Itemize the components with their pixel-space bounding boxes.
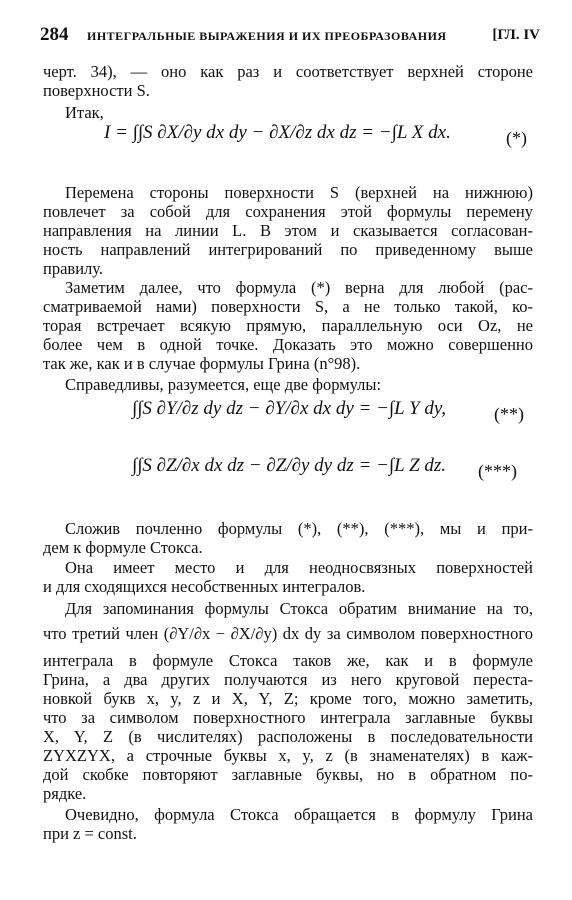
equation-formula: ∫∫S ∂Z/∂x dx dz − ∂Z/∂y dy dz = −∫L Z dz. bbox=[132, 455, 447, 476]
equation-2 bbox=[0, 398, 572, 446]
equation-formula: I = ∫∫S ∂X/∂y dx dy − ∂X/∂z dx dz = −∫L X dx. bbox=[104, 122, 451, 143]
text-line: Заметим далее, что формула (*) верна для любой (рас- bbox=[65, 278, 533, 297]
text-line: поверхности S. bbox=[43, 81, 150, 100]
equation-1 bbox=[0, 122, 572, 170]
text-line: сматриваемой нами) поверхности S, а не только такой, ко- bbox=[43, 297, 533, 316]
text-line: что третий член (∂Y/∂x − ∂X/∂y) dx dy за символом поверхностного bbox=[43, 624, 533, 643]
text-line: Итак, bbox=[65, 103, 104, 122]
text-line: более чем в одной точке. Доказать это можно совершенно bbox=[43, 335, 533, 354]
text-line: при z = const. bbox=[43, 824, 137, 843]
page-header bbox=[40, 24, 540, 47]
text-line: Грина, а два других получаются из него круговой переста- bbox=[43, 670, 533, 689]
equation-label: (***) bbox=[478, 461, 517, 481]
text-line: так же, как и в случае формулы Грина (n°98). bbox=[43, 354, 361, 373]
equation-formula: ∫∫S ∂Y/∂z dy dz − ∂Y/∂x dx dy = −∫L Y dy, bbox=[132, 398, 447, 419]
text-line: интеграла в формуле Стокса таков же, как и в формуле bbox=[43, 651, 533, 670]
running-title: ИНТЕГРАЛЬНЫЕ ВЫРАЖЕНИЯ И ИХ ПРЕОБРАЗОВАНИЯ bbox=[87, 29, 447, 43]
text-line: направления на линии L. В этом и сказывается согласован- bbox=[43, 221, 533, 240]
text-line: правилу. bbox=[43, 259, 103, 278]
text-line: Она имеет место и для неодносвязных поверхностей bbox=[65, 558, 533, 577]
text-line: повлечет за собой для сохранения этой формулы перемену bbox=[43, 202, 533, 221]
text-line: Для запоминания формулы Стокса обратим внимание на то, bbox=[65, 599, 533, 618]
text-line: черт. 34), — оно как раз и соответствует верхней стороне bbox=[43, 62, 533, 81]
text-line: ность направлений интегрирований по приведенному выше bbox=[43, 240, 533, 259]
text-line: дой скобке повторяют заглавные буквы, но в обратном по- bbox=[43, 765, 533, 784]
equation-label: (*) bbox=[506, 128, 527, 148]
text-line: Очевидно, формула Стокса обращается в формулу Грина bbox=[65, 805, 533, 824]
text-line: рядке. bbox=[43, 784, 87, 803]
text-line: Перемена стороны поверхности S (верхней на нижнюю) bbox=[65, 183, 533, 202]
text-line: новкой букв x, y, z и X, Y, Z; кроме того, можно заметить, bbox=[43, 689, 533, 708]
equation-3 bbox=[0, 455, 572, 503]
equation-label: (**) bbox=[494, 404, 524, 424]
text-line: Сложив почленно формулы (*), (**), (***), мы и при- bbox=[65, 519, 533, 538]
text-line: ZYXZYX, а строчные буквы x, y, z (в знаменателях) в каж- bbox=[43, 746, 533, 765]
chapter-label: [ГЛ. IV bbox=[492, 27, 540, 43]
text-line: торая встречает всякую прямую, параллельную оси Oz, не bbox=[43, 316, 533, 335]
page-number: 284 bbox=[40, 24, 69, 45]
text-line: дем к формуле Стокса. bbox=[43, 538, 203, 557]
text-line: и для сходящихся несобственных интегралов. bbox=[43, 577, 366, 596]
text-line: X, Y, Z (в числителях) расположены в последовательности bbox=[43, 727, 533, 746]
text-line: что за символом поверхностного интеграла заглавные буквы bbox=[43, 708, 533, 727]
text-line: Справедливы, разумеется, еще две формулы: bbox=[65, 375, 382, 394]
